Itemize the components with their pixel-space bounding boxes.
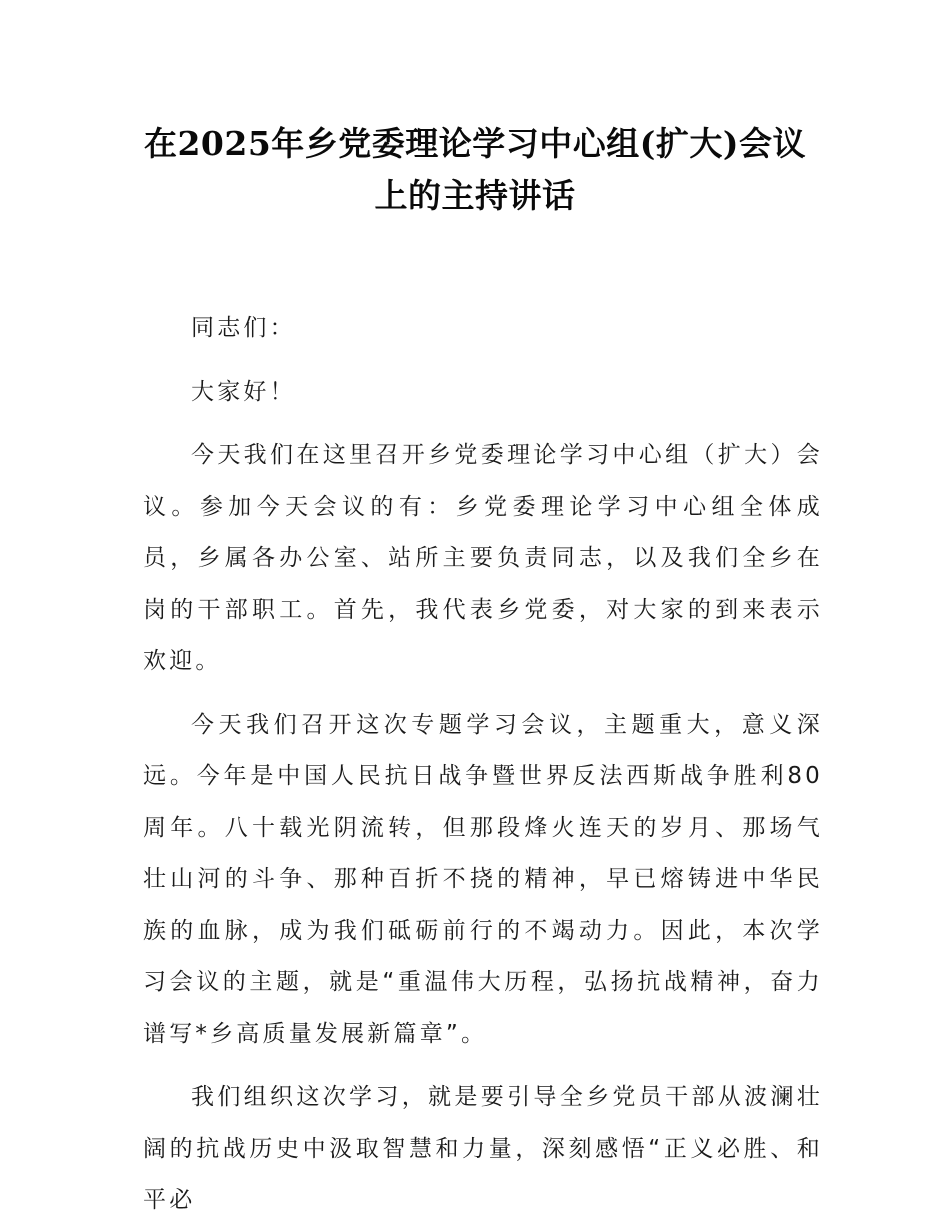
- paragraph-3: 我们组织这次学习，就是要引导全乡党员干部从波澜壮阔的抗战历史中汲取智慧和力量，深刻感悟“正义必胜、和平必: [143, 1084, 823, 1213]
- paragraph-1: 今天我们在这里召开乡党委理论学习中心组（扩大）会议。参加今天会议的有：乡党委理论学习中心组全体成员，乡属各办公室、站所主要负责同志，以及我们全乡在岗的干部职工。首先，我代表乡党委，对大家的到来表示欢迎。: [143, 442, 823, 674]
- title-line-1: 在2025年乡党委理论学习中心组(扩大)会议: [143, 124, 807, 163]
- document-title: [120, 118, 830, 222]
- greeting: 大家好！: [191, 378, 296, 405]
- document-body: [143, 303, 823, 1227]
- title-line-2: 上的主持讲话: [374, 176, 576, 215]
- paragraph-2: 今天我们召开这次专题学习会议，主题重大，意义深远。今年是中国人民抗日战争暨世界反法西斯战争胜利80周年。八十载光阴流转，但那段烽火连天的岁月、那场气壮山河的斗争、那种百折不挠的精神，早已熔铸进中华民族的血脉，成为我们砥砺前行的不竭动力。因此，本次学习会议的主题，就是“重温伟大历程，弘扬抗战精神，奋力谱写*乡高质量发展新篇章”。: [143, 711, 823, 1047]
- salutation: 同志们：: [191, 315, 296, 341]
